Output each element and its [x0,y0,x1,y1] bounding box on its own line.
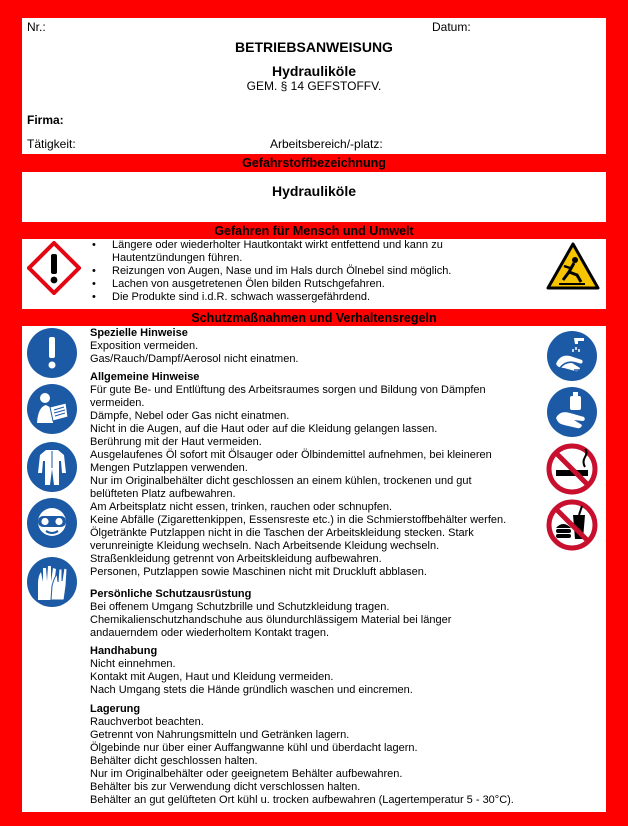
block-handhabung: Handhabung Nicht einnehmen. Kontakt mit Augen, Haut und Kleidung vermeiden. Nach Umgang stets die Hände gründlich waschen und eincremen. [90,645,550,697]
substance-panel [22,172,606,222]
block-schutzausruestung: Persönliche Schutzausrüstung Bei offenem Umgang Schutzbrille und Schutzkleidung tragen. Chemikalienschutzhandschuhe aus ölundurchlässigem Material bei länger andauerndem oder wiederholtem Kontakt tragen. [90,588,550,640]
block-heading: Allgemeine Hinweise [90,371,200,383]
section-title-gefahren: Gefahren für Mensch und Umwelt [214,224,414,238]
nr-label: Nr.: [27,20,46,34]
no-smoking-icon [546,443,598,495]
slip-hazard-icon [545,241,601,291]
taetigkeit-label: Tätigkeit: [27,137,76,151]
hazard-item: • Längere oder wiederholter Hautkontakt wirkt entfettend und kann zu [92,239,443,251]
no-eating-drinking-icon [546,499,598,551]
section-title-gefahrstoff: Gefahrstoffbezeichnung [242,156,386,170]
datum-label: Datum: [432,20,471,34]
ghs-exclamation-icon [27,241,81,295]
section-title-schutz: Schutzmaßnahmen und Verhaltensregeln [191,311,437,325]
block-spezielle-hinweise: Spezielle Hinweise Exposition vermeiden. Gas/Rauch/Dampf/Aerosol nicht einatmen. [90,327,550,366]
hazard-item-continuation: Hautentzündungen führen. [112,252,243,264]
protective-gloves-icon [26,556,78,608]
hazard-item: • Die Produkte sind i.d.R. schwach wassergefährdend. [92,291,371,303]
block-lagerung: Lagerung Rauchverbot beachten. Getrennt von Nahrungsmitteln und Getränken lagern. Ölgebinde nur über einer Auffangwanne kühl und überdacht lagern. Behälter dicht geschlossen halten. Nur im Originalbehälter oder geeignetem Behälter aufbewahren. Behälter bis zur Verwendung dicht verschlossen halten. Behälter an gut gelüfteten Ort kühl u. trocken aufbewahren (Lagertemperatur 5 - 30°C). [90,703,550,807]
page-title: BETRIEBSANWEISUNG [235,39,393,55]
block-heading: Spezielle Hinweise [90,327,188,339]
substance-name: Hydrauliköle [271,183,357,199]
block-allgemeine-hinweise: Allgemeine Hinweise Für gute Be- und Entlüftung des Arbeitsraumes sorgen und Bildung von Dämpfen vermeiden. Dämpfe, Nebel oder Gas nicht einatmen. Nicht in die Augen, auf die Haut oder auf die Kleidung gelangen lassen. Berührung mit der Haut vermeiden. Ausgelaufenes Öl sofort mit Ölsauger oder Ölbindemittel aufnehmen, bei kleineren Mengen Putzlappen verwenden. Nur im Originalbehälter dicht geschlossen an einem kühlen, trockenen und gut belüfteten Platz aufbewahren. Am Arbeitsplatz nicht essen, trinken, rauchen oder schnupfen. Keine Abfälle (Zigarettenkippen, Essensreste etc.) in die Schmierstoffbehälter werfen. Ölgetränkte Putzlappen nicht in die Taschen der Arbeitskleidung stecken. Stark verunreinigte Kleidung wechseln. Nach Arbeitsende Kleidung wechseln. Straßenkleidung getrennt von Arbeitskleidung aufbewahren. Personen, Putzlappen sowie Maschinen nicht mit Druckluft abblasen. [90,371,550,579]
general-mandatory-icon [26,327,78,379]
arbeitsbereich-label: Arbeitsbereich/-platz: [270,137,383,151]
hazard-item: • Lachen von ausgetretenen Ölen bilden Rutschgefahren. [92,278,385,290]
header-panel [22,18,606,154]
firma-label: Firma: [27,113,64,127]
block-heading: Handhabung [90,645,158,657]
safety-goggles-icon [26,497,78,549]
block-heading: Persönliche Schutzausrüstung [90,588,252,600]
wash-hands-icon [546,330,598,382]
protective-clothing-icon [26,441,78,493]
hazard-item: • Reizungen von Augen, Nase und im Hals durch Ölnebel sind möglich. [92,265,452,277]
block-heading: Lagerung [90,703,141,715]
hand-cream-icon [546,386,598,438]
page-subtitle: Hydrauliköle [271,63,357,79]
read-instructions-icon [26,383,78,435]
regulation-label: GEM. § 14 GEFSTOFFV. [246,79,382,93]
hazard-list [92,239,532,304]
